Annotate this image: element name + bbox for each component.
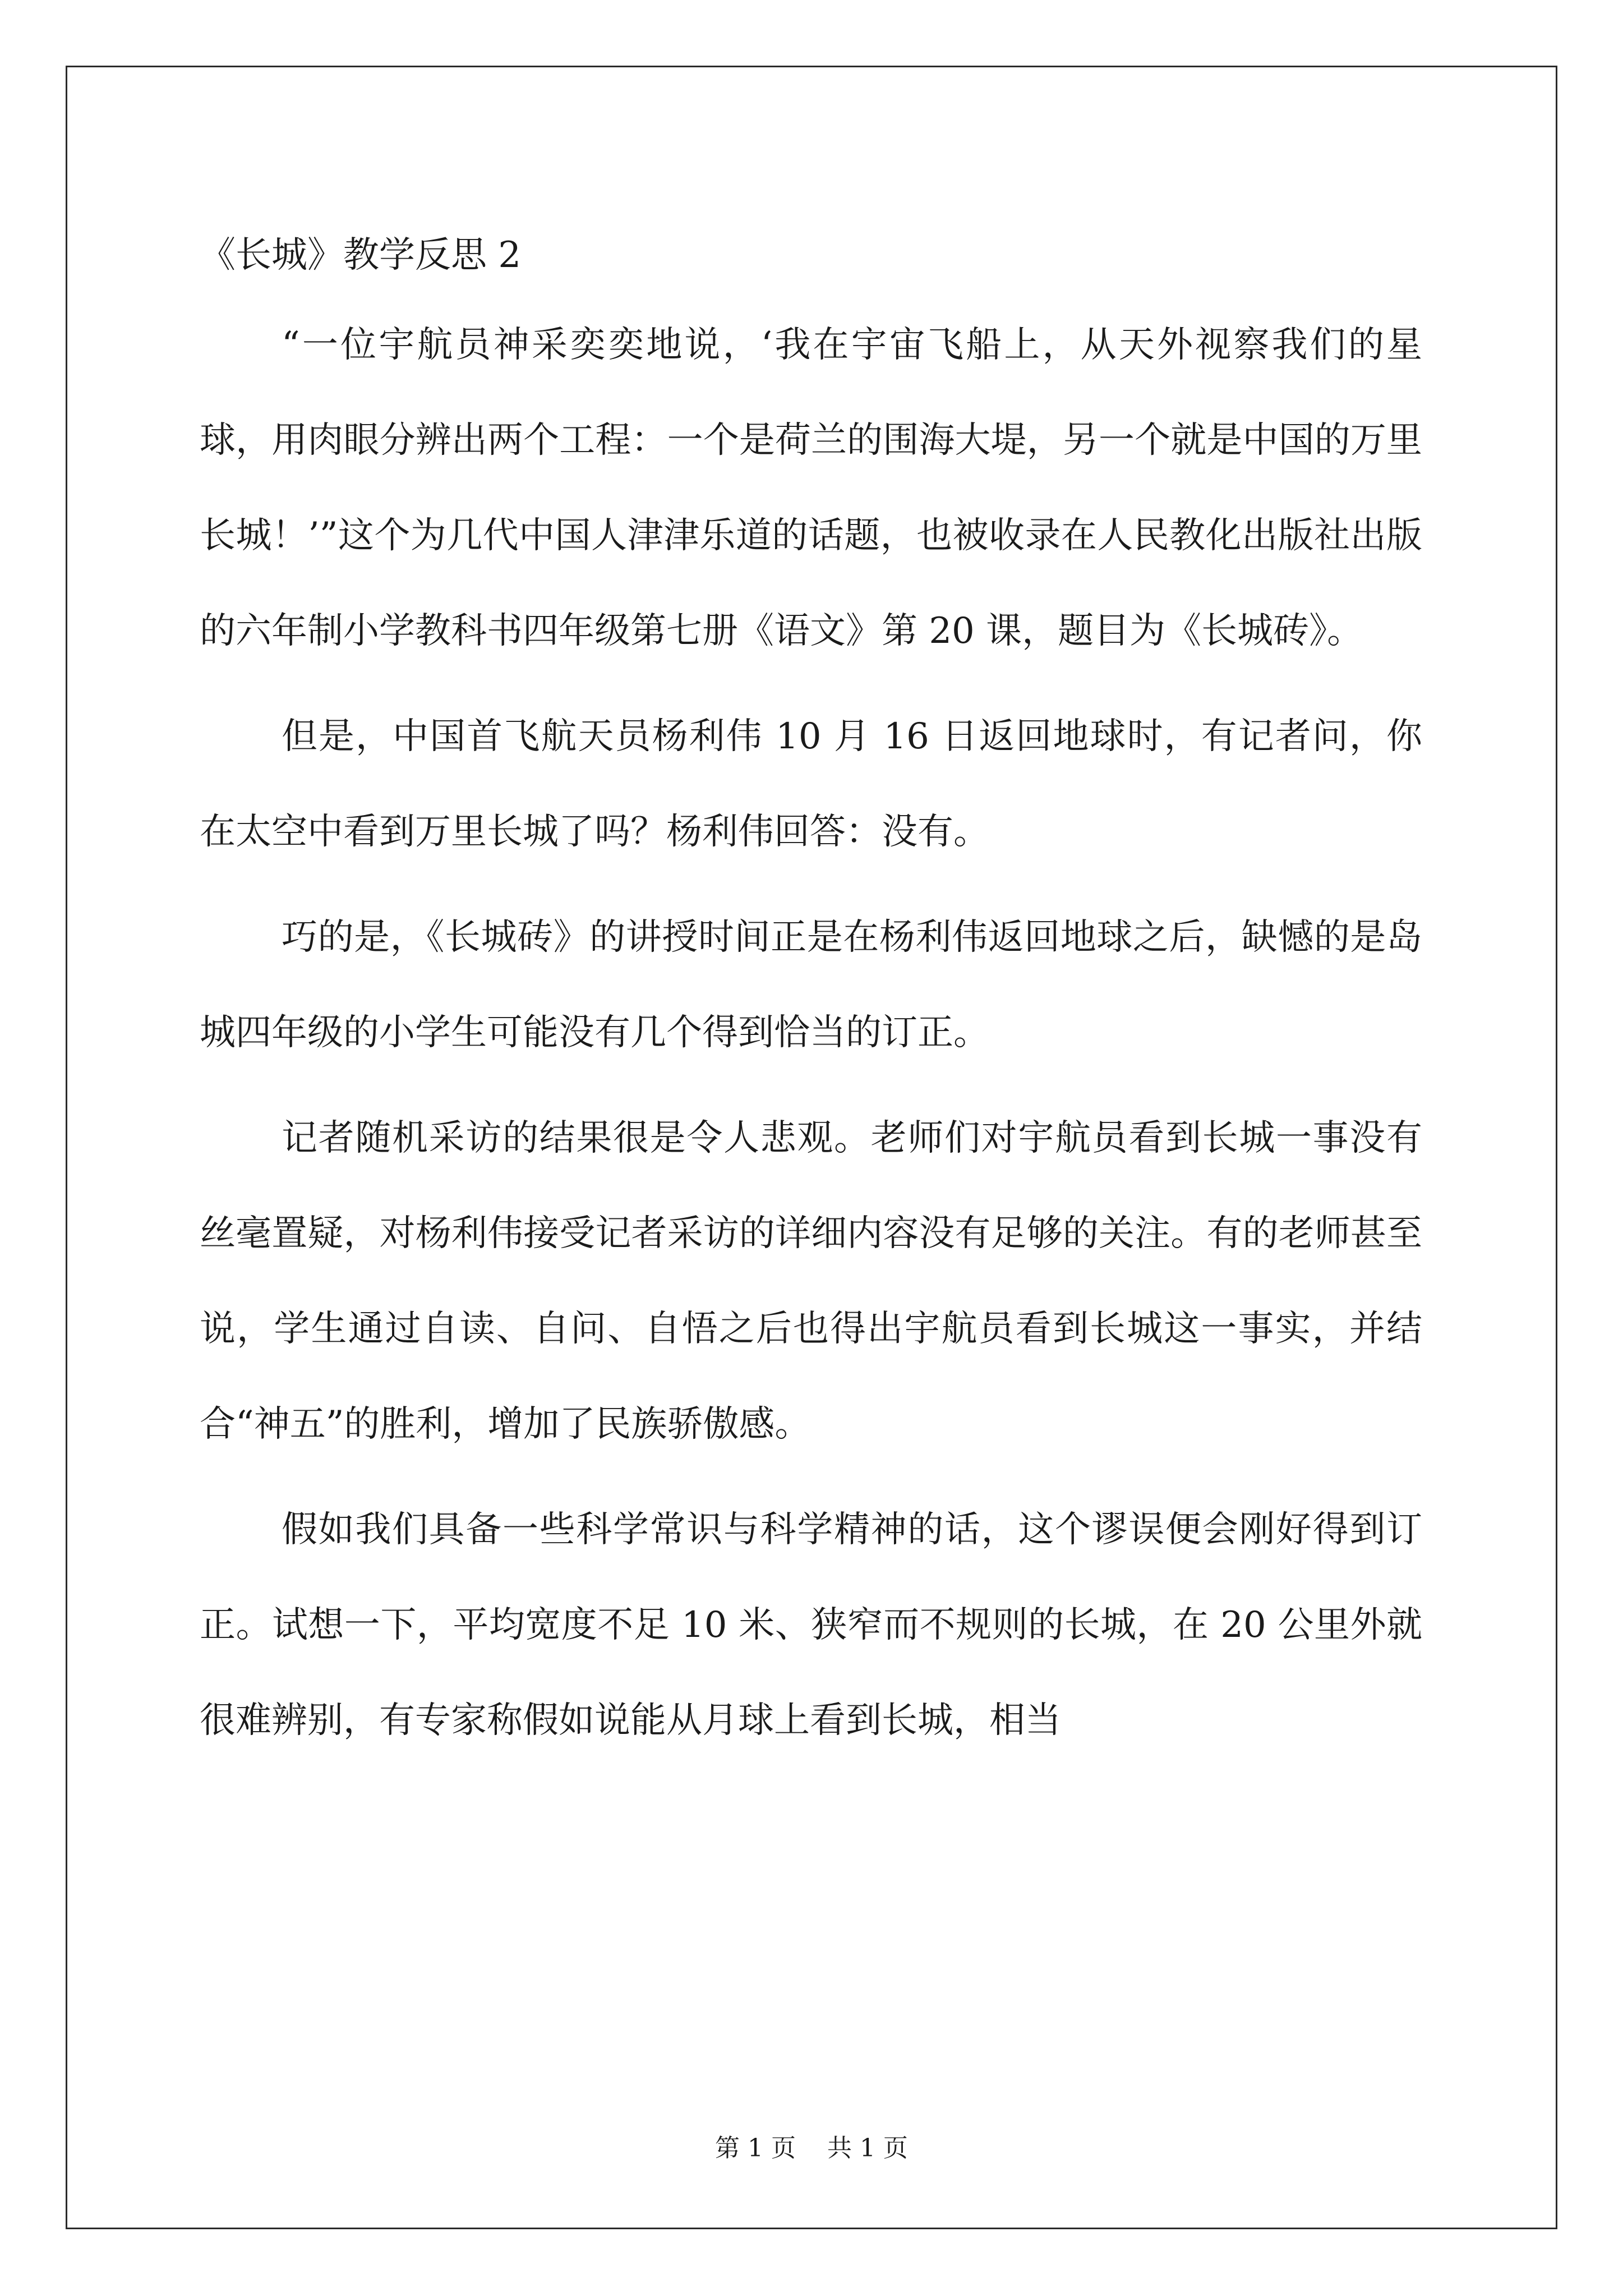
paragraph-5: 假如我们具备一些科学常识与科学精神的话，这个谬误便会刚好得到订正。试想一下，平均宽度不足 10 米、狭窄而不规则的长城，在 20 公里外就很难辨别，有专家称假如说能从月球上看到长城，相当	[200, 1509, 1422, 1741]
paragraph-3: 巧的是，《长城砖》的讲授时间正是在杨利伟返回地球之后，缺憾的是岛城四年级的小学生可能没有几个得到恰当的订正。	[200, 917, 1422, 1053]
page-number-footer: 第 1 页 共 1 页	[715, 2134, 908, 2162]
paragraph-1: “一位宇航员神采奕奕地说，‘我在宇宙飞船上，从天外视察我们的星球，用肉眼分辨出两个工程：一个是荷兰的围海大堤，另一个就是中国的万里长城！’”这个为几代中国人津津乐道的话题，也被收录在人民教化出版社出版的六年制小学教科书四年级第七册《语文》第 20 课，题目为《长城砖》。	[200, 324, 1422, 652]
document-title: 《长城》教学反思 2	[200, 234, 522, 276]
document-body	[200, 213, 1422, 1768]
paragraph-2: 但是，中国首飞航天员杨利伟 10 月 16 日返回地球时，有记者问，你在太空中看到万里长城了吗？杨利伟回答：没有。	[200, 716, 1422, 853]
paragraph-4: 记者随机采访的结果很是令人悲观。老师们对宇航员看到长城一事没有丝毫置疑，对杨利伟接受记者采访的详细内容没有足够的关注。有的老师甚至说，学生通过自读、自问、自悟之后也得出宇航员看到长城这一事实，并结合“神五”的胜利，增加了民族骄傲感。	[200, 1117, 1422, 1445]
